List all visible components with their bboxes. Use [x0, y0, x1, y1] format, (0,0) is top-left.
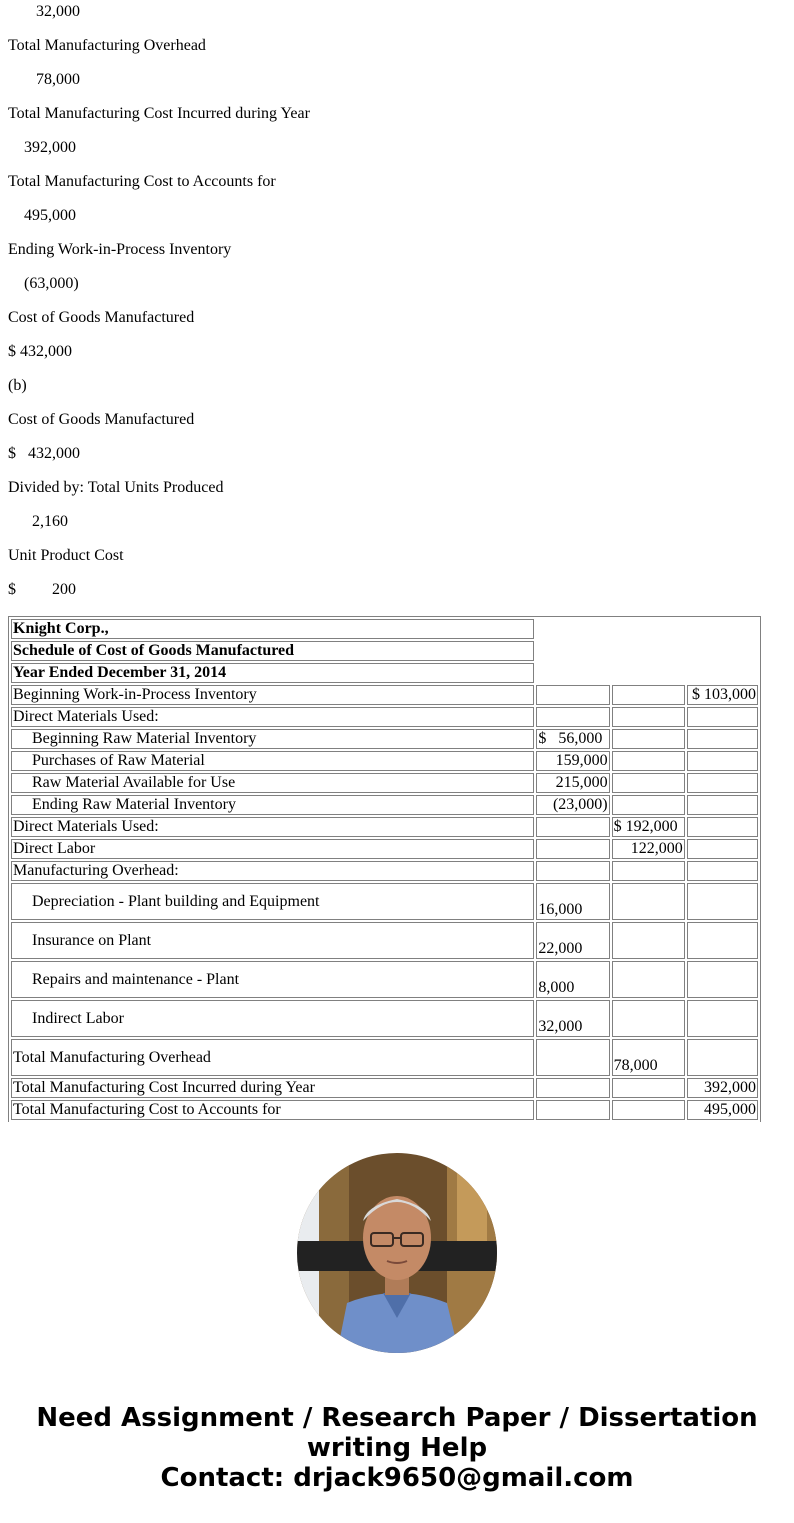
text-line: $ 432,000 — [8, 445, 80, 462]
text-line: 32,000 — [36, 3, 80, 20]
cell-col2 — [612, 795, 685, 815]
cell-col2 — [612, 1078, 685, 1098]
cell-col2 — [612, 922, 685, 959]
cell-col1: (23,000) — [536, 795, 609, 815]
cell-col3: 495,000 — [687, 1100, 758, 1120]
table-row — [11, 1100, 758, 1120]
text-line: 495,000 — [24, 207, 76, 224]
row-label: Beginning Raw Material Inventory — [11, 729, 534, 749]
text-line: Ending Work-in-Process Inventory — [8, 241, 232, 258]
cell-col3 — [687, 961, 758, 998]
table-row — [11, 817, 758, 837]
cell-col3: $ 103,000 — [687, 685, 758, 705]
text-line: Cost of Goods Manufactured — [8, 309, 195, 326]
cell-col3: 392,000 — [687, 1078, 758, 1098]
table-row — [11, 1039, 758, 1076]
schedule-table-viewport[interactable] — [8, 616, 761, 1122]
text-line: (63,000) — [24, 275, 79, 292]
table-row — [11, 795, 758, 815]
cell-col1 — [536, 1078, 609, 1098]
text-line: Total Manufacturing Cost Incurred during Year — [8, 105, 310, 122]
promo-footer — [0, 1403, 794, 1493]
cell-col1 — [536, 839, 609, 859]
table-row — [11, 922, 758, 959]
table-row — [11, 883, 758, 920]
cell-col2 — [612, 751, 685, 771]
row-label: Direct Labor — [11, 839, 534, 859]
cell-col1 — [536, 861, 609, 881]
text-line: Unit Product Cost — [8, 547, 124, 564]
row-label: Raw Material Available for Use — [11, 773, 534, 793]
cell-col1: 215,000 — [536, 773, 609, 793]
table-row — [11, 729, 758, 749]
table-row — [11, 961, 758, 998]
cell-col3 — [687, 883, 758, 920]
row-label: Manufacturing Overhead: — [11, 861, 534, 881]
cell-col2 — [612, 883, 685, 920]
cell-col1: 159,000 — [536, 751, 609, 771]
cell-col1 — [536, 685, 609, 705]
cell-col1: 22,000 — [536, 922, 609, 959]
text-line: $ — [8, 581, 16, 598]
row-label: Depreciation - Plant building and Equipment — [11, 883, 534, 920]
row-label: Direct Materials Used: — [11, 817, 534, 837]
text-line: Total Manufacturing Cost to Accounts for — [8, 173, 276, 190]
cell-col2 — [612, 1100, 685, 1120]
cell-col3 — [687, 729, 758, 749]
row-label: Total Manufacturing Cost Incurred during Year — [11, 1078, 534, 1098]
row-label: Ending Raw Material Inventory — [11, 795, 534, 815]
row-label: Total Manufacturing Cost to Accounts for — [11, 1100, 534, 1120]
header-blank — [536, 619, 758, 683]
text-line: Divided by: Total Units Produced — [8, 479, 224, 496]
cell-col1 — [536, 1039, 609, 1076]
schedule-table — [8, 616, 761, 1122]
table-row — [11, 751, 758, 771]
text-line: Cost of Goods Manufactured — [8, 411, 195, 428]
cell-col3 — [687, 817, 758, 837]
cell-col2 — [612, 729, 685, 749]
part-label: (b) — [8, 377, 27, 394]
schedule-title: Schedule of Cost of Goods Manufactured — [11, 641, 534, 661]
company-name: Knight Corp., — [11, 619, 534, 639]
cell-col3 — [687, 751, 758, 771]
cell-col3 — [687, 795, 758, 815]
row-label: Indirect Labor — [11, 1000, 534, 1037]
cell-col1: 32,000 — [536, 1000, 609, 1037]
text-line: 78,000 — [36, 71, 80, 88]
table-row — [11, 685, 758, 705]
promo-line-1: Need Assignment / Research Paper / Dissertation — [36, 1403, 758, 1433]
text-line: 200 — [52, 581, 76, 598]
cell-col1 — [536, 1100, 609, 1120]
table-row — [11, 861, 758, 881]
row-label: Repairs and maintenance - Plant — [11, 961, 534, 998]
cell-col3 — [687, 839, 758, 859]
text-line: Total Manufacturing Overhead — [8, 37, 206, 54]
cell-col3 — [687, 922, 758, 959]
cell-col3 — [687, 1000, 758, 1037]
text-line: $ 432,000 — [8, 343, 72, 360]
table-row — [11, 1078, 758, 1098]
table-row — [11, 707, 758, 727]
promo-line-2: writing Help — [306, 1433, 488, 1463]
cell-col1: 8,000 — [536, 961, 609, 998]
cell-col1: $ 56,000 — [536, 729, 609, 749]
tutor-avatar — [297, 1153, 497, 1353]
cell-col2 — [612, 861, 685, 881]
row-label: Direct Materials Used: — [11, 707, 534, 727]
row-label: Purchases of Raw Material — [11, 751, 534, 771]
cell-col1: 16,000 — [536, 883, 609, 920]
cell-col3 — [687, 707, 758, 727]
cell-col2 — [612, 961, 685, 998]
cell-col1 — [536, 707, 609, 727]
table-row — [11, 1000, 758, 1037]
person-portrait-icon — [297, 1153, 497, 1353]
cell-col2: $ 192,000 — [612, 817, 685, 837]
row-label: Insurance on Plant — [11, 922, 534, 959]
schedule-period: Year Ended December 31, 2014 — [11, 663, 534, 683]
cell-col3 — [687, 861, 758, 881]
row-label: Total Manufacturing Overhead — [11, 1039, 534, 1076]
cell-col2 — [612, 773, 685, 793]
cell-col2: 78,000 — [612, 1039, 685, 1076]
cell-col1 — [536, 817, 609, 837]
contact-email[interactable]: Contact: drjack9650@gmail.com — [160, 1463, 634, 1493]
cell-col2: 122,000 — [612, 839, 685, 859]
cell-col3 — [687, 1039, 758, 1076]
text-line: 392,000 — [24, 139, 76, 156]
cell-col2 — [612, 685, 685, 705]
cell-col2 — [612, 1000, 685, 1037]
cell-col2 — [612, 707, 685, 727]
table-row — [11, 773, 758, 793]
text-line: 2,160 — [32, 513, 68, 530]
table-row — [11, 839, 758, 859]
row-label: Beginning Work-in-Process Inventory — [11, 685, 534, 705]
cell-col3 — [687, 773, 758, 793]
